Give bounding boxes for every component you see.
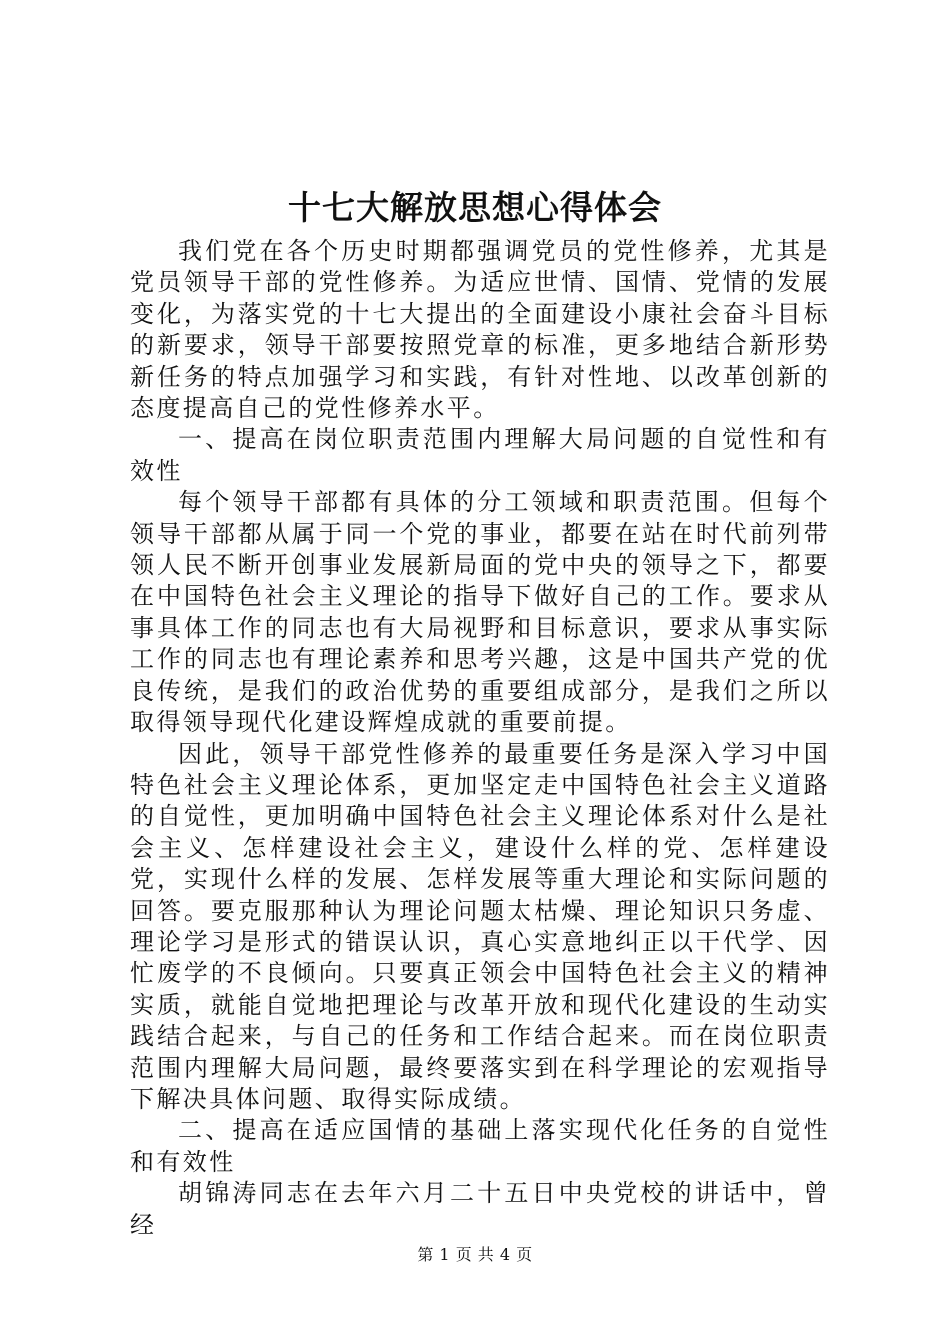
section-heading-2: 二、提高在适应国情的基础上落实现代化任务的自觉性和有效性 — [130, 1116, 830, 1176]
paragraph-section-2-a: 胡锦涛同志在去年六月二十五日中央党校的讲话中，曾经 — [130, 1179, 830, 1239]
paragraph-section-1-b: 因此，领导干部党性修养的最重要任务是深入学习中国特色社会主义理论体系，更加坚定走中国特色社会主义道路的自觉性，更加明确中国特色社会主义理论体系对什么是社会主义、怎样建设社会主义，建设什么样的党、怎样建设党，实现什么样的发展、怎样发展等重大理论和实际问题的回答。要克服那种认为理论问题太枯燥、理论知识只务虚、理论学习是形式的错误认识，真心实意地纠正以干代学、因忙废学的不良倾向。只要真正领会中国特色社会主义的精神实质，就能自觉地把理论与改革开放和现代化建设的生动实践结合起来，与自己的任务和工作结合起来。而在岗位职责范围内理解大局问题，最终要落实到在科学理论的宏观指导下解决具体问题、取得实际成绩。 — [130, 739, 830, 1113]
paragraph-section-1-a: 每个领导干部都有具体的分工领域和职责范围。但每个领导干部都从属于同一个党的事业，都要在站在时代前列带领人民不断开创事业发展新局面的党中央的领导之下，都要在中国特色社会主义理论的指导下做好自己的工作。要求从事具体工作的同志也有大局视野和目标意识，要求从事实际工作的同志也有理论素养和思考兴趣，这是中国共产党的优良传统，是我们的政治优势的重要组成部分，是我们之所以取得领导现代化建设辉煌成就的重要前提。 — [130, 488, 830, 737]
section-heading-1: 一、提高在岗位职责范围内理解大局问题的自觉性和有效性 — [130, 425, 830, 485]
paragraph-intro: 我们党在各个历史时期都强调党员的党性修养，尤其是党员领导干部的党性修养。为适应世情、国情、党情的发展变化，为落实党的十七大提出的全面建设小康社会奋斗目标的新要求，领导干部要按照党章的标准，更多地结合新形势新任务的特点加强学习和实践，有针对性地、以改革创新的态度提高自己的党性修养水平。 — [130, 237, 830, 423]
document-body — [130, 236, 830, 1241]
page-number-footer: 第 1 页 共 4 页 — [417, 1245, 533, 1264]
document-title: 十七大解放思想心得体会 — [288, 188, 662, 227]
